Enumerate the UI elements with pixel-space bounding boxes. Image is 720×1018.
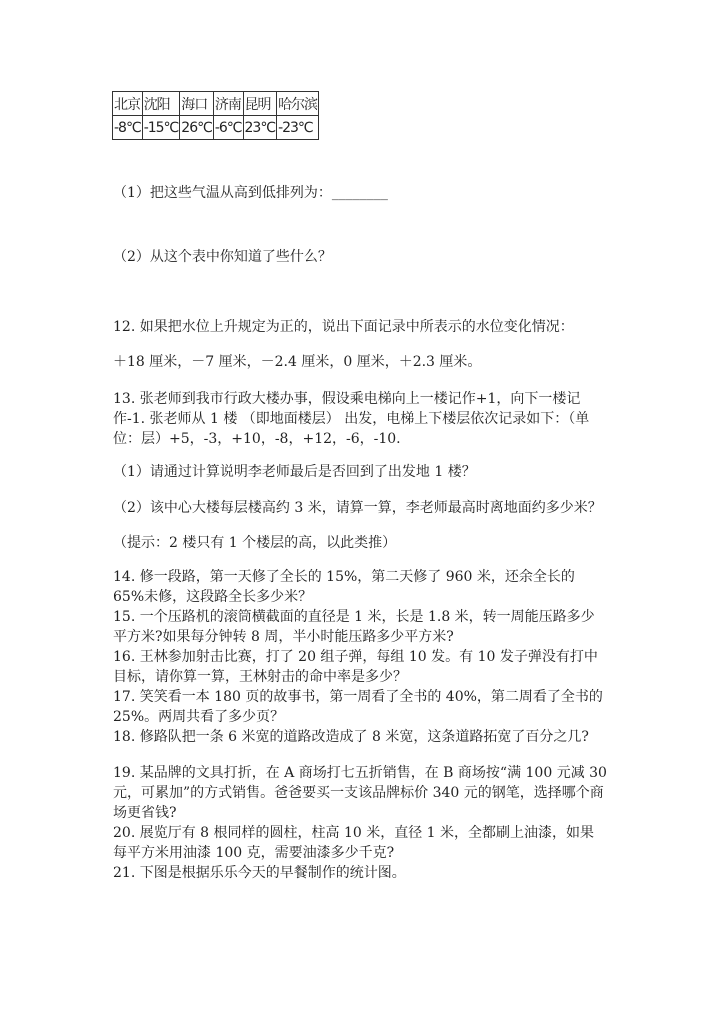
question-14: 14. 修一段路，第一天修了全长的 15%，第二天修了 960 米，还余全长的 65%未修，这段路全长多少米？: [113, 569, 575, 605]
question-18: 18. 修路队把一条 6 米宽的道路改造成了 8 米宽，这条道路拓宽了百分之几?: [113, 729, 589, 745]
table-cell: -23℃: [277, 116, 319, 140]
table-cell: -15℃: [142, 116, 180, 140]
table-cell: 济南: [213, 92, 243, 116]
q11-sub1: （1）把这些气温从高到低排列为：________: [113, 185, 388, 201]
table-row-cities: [113, 92, 319, 116]
table-cell: -6℃: [213, 116, 243, 140]
q12-text: 12. 如果把水位上升规定为正的，说出下面记录中所表示的水位变化情况：: [113, 319, 574, 335]
table-cell: -8℃: [113, 116, 143, 140]
question-19: 19. 某品牌的文具打折，在 A 商场打七五折销售，在 B 商场按“满 100 元减 30 元，可累加”的方式销售。爸爸要买一支该品牌标价 340 元的钢笔，选择哪个商场更省钱?: [113, 765, 607, 821]
question-20: 20. 展览厅有 8 根同样的圆柱，柱高 10 米，直径 1 米，全都刷上油漆，如果每平方米用油漆 100 克，需要油漆多少千克?: [113, 825, 595, 861]
question-list: [113, 567, 608, 747]
table-cell: 23℃: [243, 116, 277, 140]
question-list-2: [113, 763, 608, 883]
table-row-temps: [113, 116, 319, 140]
q12-values: ＋18 厘米，－7 厘米，－2.4 厘米，0 厘米，＋2.3 厘米。: [113, 354, 482, 370]
q13-text: 13. 张老师到我市行政大楼办事，假设乘电梯向上一楼记作+1，向下一楼记作-1. 张老师从 1 楼 （即地面楼层） 出发，电梯上下楼层依次记录如下：（单位：层）+5，-3，+10，-8，+12，-6，-10.: [113, 391, 590, 447]
question-15: 15. 一个压路机的滚筒横截面的直径是 1 米，长是 1.8 米，转一周能压路多少平方米?如果每分钟转 8 周，半小时能压路多少平方米?: [113, 609, 595, 645]
table-cell: 北京: [113, 92, 143, 116]
q13-sub2: （2）该中心大楼每层楼高约 3 米，请算一算，李老师最高时离地面约多少米？: [113, 500, 602, 516]
q13-sub1: （1）请通过计算说明李老师最后是否回到了出发地 1 楼？: [113, 464, 476, 480]
q13-hint: （提示：2 楼只有 1 个楼层的高，以此类推）: [113, 535, 397, 551]
table-cell: 26℃: [180, 116, 214, 140]
question-16: 16. 王林参加射击比赛，打了 20 组子弹，每组 10 发。有 10 发子弹没有打中目标，请你算一算，王林射击的命中率是多少？: [113, 649, 598, 685]
question-21: 21. 下图是根据乐乐今天的早餐制作的统计图。: [113, 865, 406, 881]
q11-sub2: （2）从这个表中你知道了些什么？: [113, 249, 332, 265]
table-cell: 哈尔滨: [277, 92, 319, 116]
table-cell: 海口: [180, 92, 214, 116]
table-cell: 沈阳: [142, 92, 180, 116]
temperature-table: [112, 91, 319, 140]
question-17: 17. 笑笑看一本 180 页的故事书，第一周看了全书的 40%，第二周看了全书的 25%。两周共看了多少页？: [113, 689, 603, 725]
table-cell: 昆明: [243, 92, 277, 116]
